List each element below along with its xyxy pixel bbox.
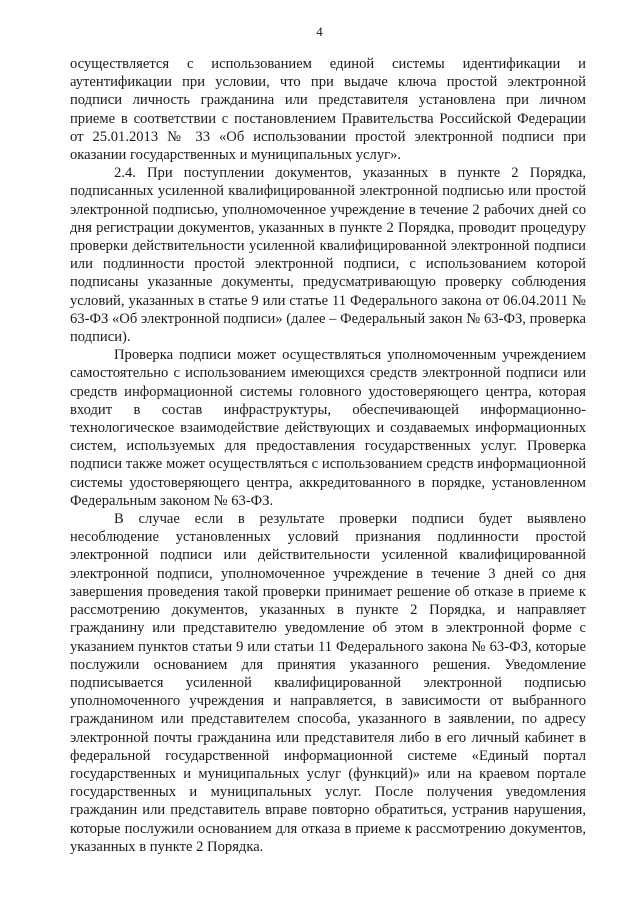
paragraph-section-2-4: 2.4. При поступлении документов, указанных в пункте 2 Порядка, подписанных усиленной квалифицированной электронной подписью или простой электронной подписью, уполномоченное учреждение в течение 2 рабочих дней со дня регистрации документов, указанных в пункте 2 Порядка, проводит процедуру проверки действительности усиленной квалифицированной электронной подписи или подлинности простой электронной подписи, с использованием которой подписаны указанные документы, предусматривающую проверку соблюдения условий, указанных в статье 9 или статье 11 Федерального закона от 06.04.2011 № 63-ФЗ «Об электронной подписи» (далее – Федеральный закон № 63-ФЗ, проверка подписи). [70,165,586,346]
page-number: 4 [316,24,323,39]
paragraph-signature-verification: Проверка подписи может осуществляться уполномоченным учреждением самостоятельно с использованием имеющихся средств электронной подписи или средств информационной системы головного удостоверяющего центра, которая входит в состав инфраструктуры, обеспечивающей информационно-технологическое взаимодействие действующих и создаваемых информационных систем, используемых для предоставления государственных услуг. Проверка подписи также может осуществляться с использованием средств информационной системы удостоверяющего центра, аккредитованного в порядке, установленном Федеральным законом № 63-ФЗ. [70,347,586,509]
paragraph-continuation: осуществляется с использованием единой системы идентификации и аутентификации при условии, что при выдаче ключа простой электронной подписи личность гражданина или представителя установлена при личном приеме в соответствии с постановлением Правительства Российской Федерации от 25.01.2013 № 33 «Об использовании простой электронной подписи при оказании государственных и муниципальных услуг». [70,56,586,164]
document-body [70,55,586,856]
paragraph-refusal-notice: В случае если в результате проверки подписи будет выявлено несоблюдение установленных условий признания подлинности простой электронной подписи или действительности усиленной квалифицированной электронной подписи, уполномоченное учреждение в течение 3 дней со дня завершения проведения такой проверки принимает решение об отказе в приеме к рассмотрению документов, указанных в пункте 2 Порядка, и направляет гражданину или представителю уведомление об этом в электронной форме с указанием пунктов статьи 9 или статьи 11 Федерального закона № 63-ФЗ, которые послужили основанием для принятия указанного решения. Уведомление подписывается усиленной квалифицированной электронной подписью уполномоченного учреждения и направляется, в зависимости от выбранного гражданином или представителем способа, указанного в заявлении, по адресу электронной почты гражданина или представителя либо в его личный кабинет в федеральной государственной информационной системе «Единый портал государственных и муниципальных услуг (функций)» или на краевом портале государственных и муниципальных услуг. После получения уведомления гражданин или представитель вправе повторно обратиться, устранив нарушения, которые послужили основанием для отказа в приеме к рассмотрению документов, указанных в пункте 2 Порядка. [70,511,586,855]
